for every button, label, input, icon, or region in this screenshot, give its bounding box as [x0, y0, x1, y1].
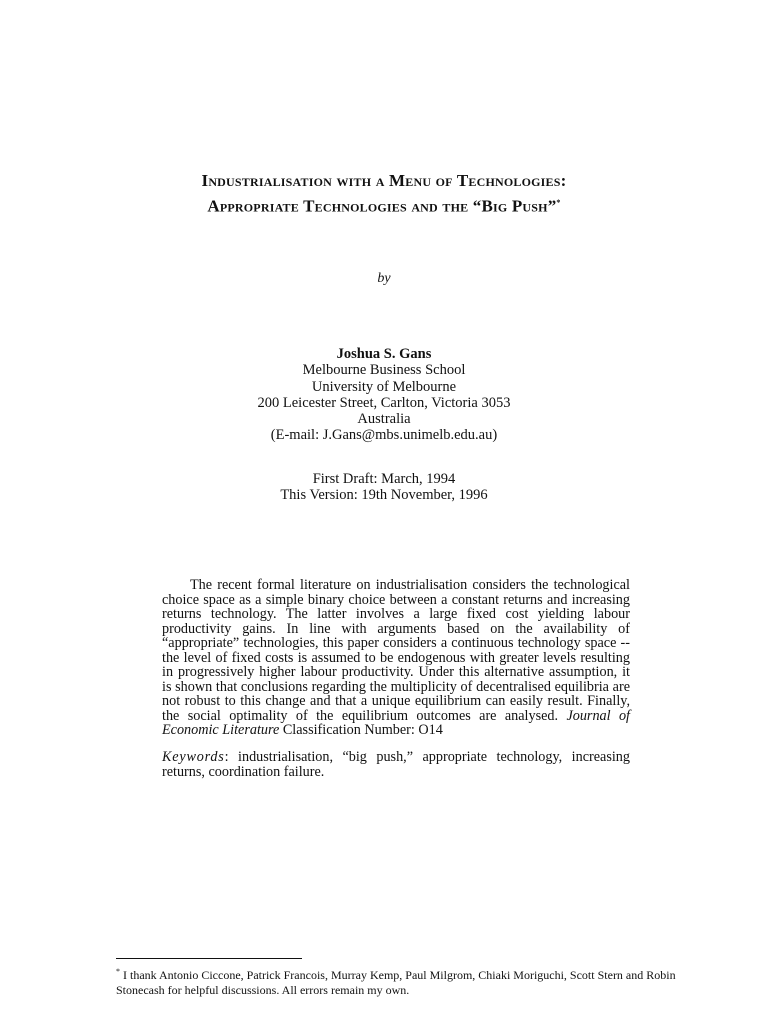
footnote-text: I thank Antonio Ciccone, Patrick Francois, Murray Kemp, Paul Milgrom, Chiaki Moriguchi, Scott Stern and Robin Stonecash for helpful discussions. All errors remain my own. [116, 968, 676, 997]
keywords [162, 750, 630, 779]
abstract-body: The recent formal literature on industrialisation considers the technological choice space as a simple binary choice between a constant returns and increasing returns technology. The latter involves a large fixed cost yielding labour productivity gains. In line with arguments based on the availability of “appropriate” technologies, this paper considers a continuous technology space -- the level of fixed costs is assumed to be endogenous with greater levels resulting in progressively higher labour productivity. Under this alternative assumption, it is shown that conclusions regarding the multiplicity of decentralised equilibria are not robust to this change and that a unique equilibrium can easily result. Finally, the social optimality of the equilibrium outcomes are analysed. [162, 577, 630, 724]
author-name: Joshua S. Gans [336, 346, 432, 362]
title-line-1: Industrialisation with a Menu of Technologies: [201, 171, 567, 190]
author-email: (E-mail: J.Gans@mbs.unimelb.edu.au) [270, 427, 498, 444]
author-block [0, 346, 768, 444]
abstract [162, 578, 630, 738]
keywords-label: Keywords [162, 749, 225, 765]
author-school: Melbourne Business School [302, 362, 466, 379]
author-address: 200 Leicester Street, Carlton, Victoria 3053 [257, 394, 511, 411]
footnote [116, 964, 676, 998]
by-label: by [377, 271, 391, 286]
abstract-paragraph [162, 578, 630, 738]
title-line-2 [0, 192, 768, 218]
author-university: University of Melbourne [311, 378, 457, 395]
author-country: Australia [357, 411, 411, 428]
abstract-jel-journal: Journal of Economic Literature [162, 707, 630, 738]
paper-title [0, 170, 768, 218]
footnote-divider [116, 958, 302, 959]
footnote-marker: * [116, 967, 120, 976]
keywords-text: : industrialisation, “big push,” appropriate technology, increasing returns, coordination failure. [162, 749, 630, 780]
title-line-2-text: Appropriate Technologies and the “Big Push” [207, 196, 557, 216]
abstract-jel-classification: Classification Number: O14 [279, 722, 443, 738]
date-block [0, 471, 768, 504]
title-footnote-marker: * [556, 198, 561, 207]
first-draft-date: First Draft: March, 1994 [312, 471, 456, 487]
this-version-date: This Version: 19th November, 1996 [280, 487, 488, 504]
